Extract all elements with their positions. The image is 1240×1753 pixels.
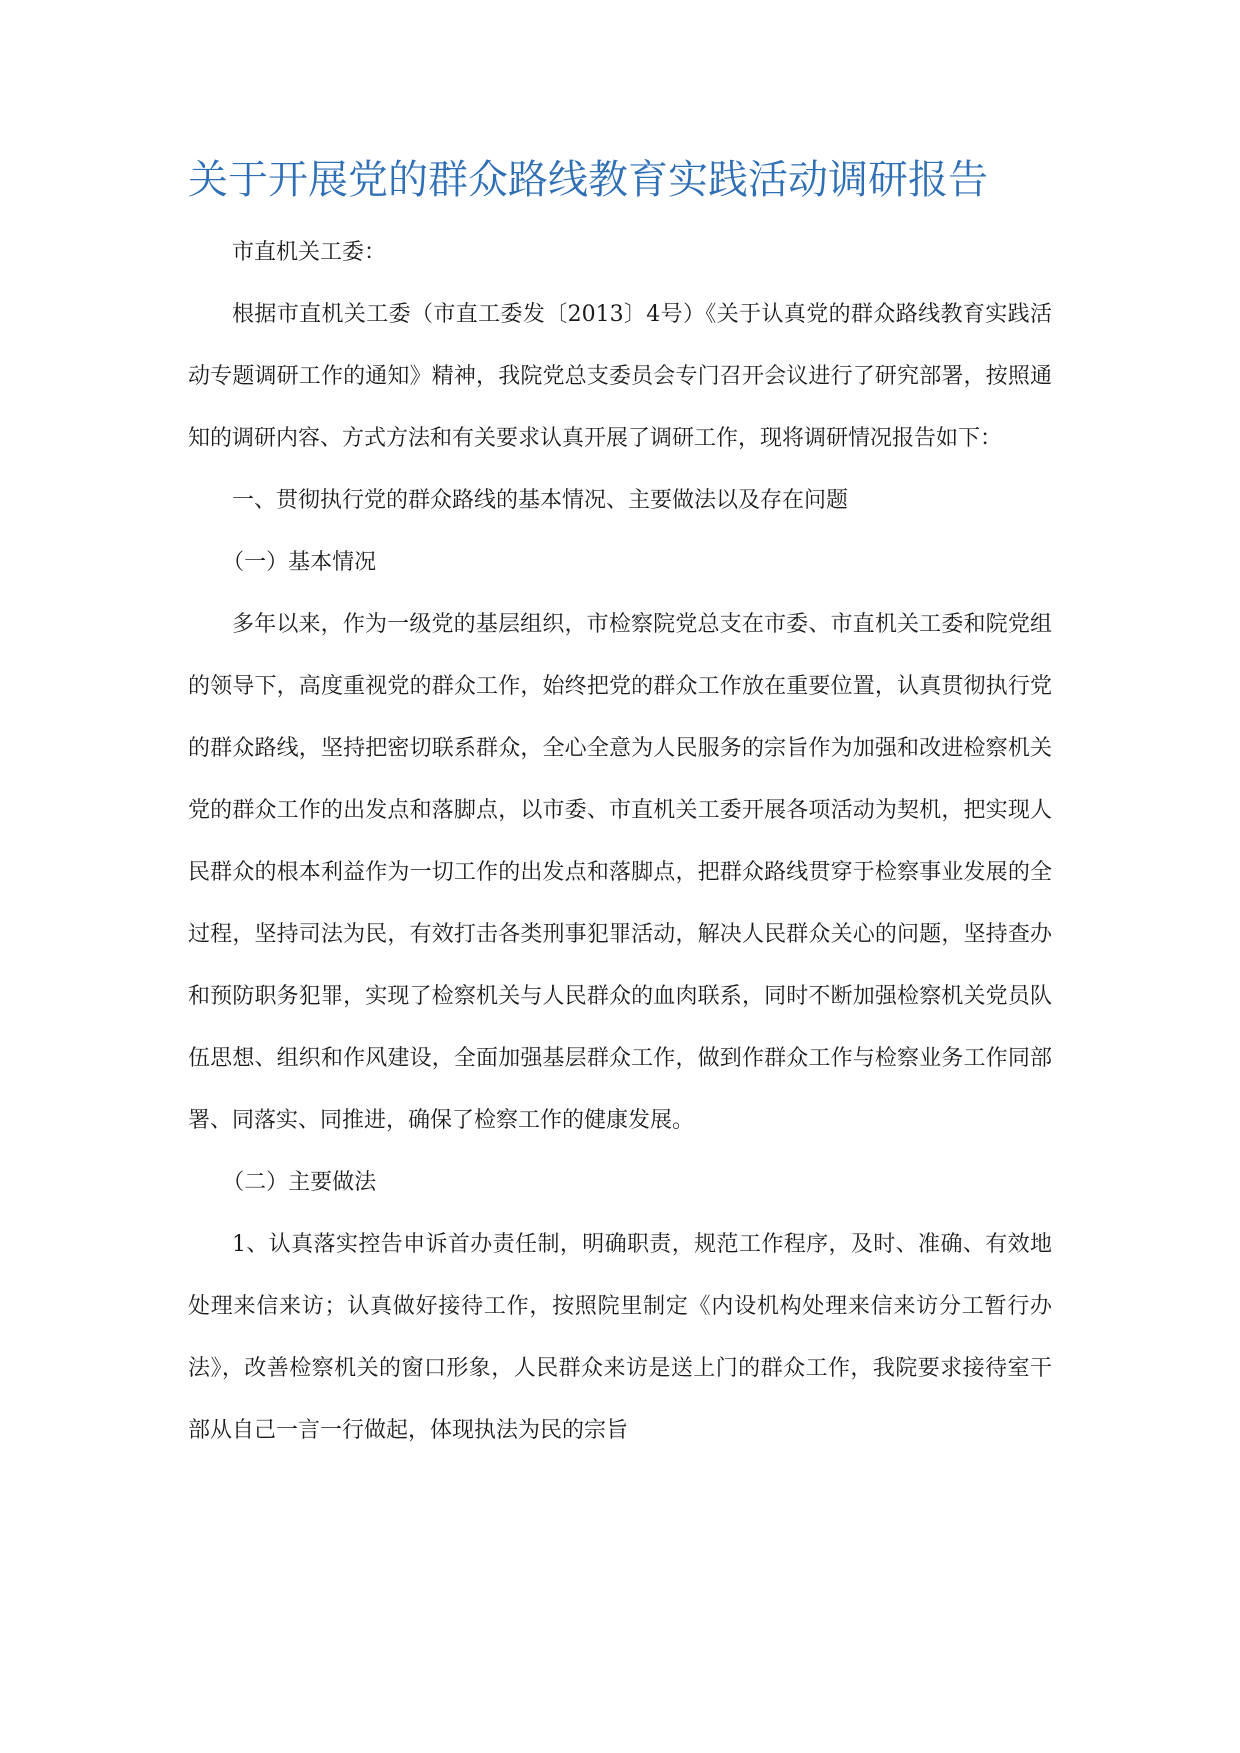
subsection-heading-basic: （一）基本情况 <box>222 550 377 575</box>
document-body <box>188 222 1052 1462</box>
practice-item-1: 1、认真落实控告申诉首办责任制，明确职责，规范工作程序，及时、准确、有效地处理来信来访；认真做好接待工作，按照院里制定《内设机构处理来信来访分工暂行办法》，改善检察机关的窗口形象，人民群众来访是送上门的群众工作，我院要求接待室干部从自己一言一行做起，体现执法为民的宗旨 <box>188 1232 1052 1443</box>
intro-paragraph: 根据市直机关工委（市直工委发〔2013〕4号）《关于认真党的群众路线教育实践活动专题调研工作的通知》精神，我院党总支委员会专门召开会议进行了研究部署，按照通知的调研内容、方式方法和有关要求认真开展了调研工作，现将调研情况报告如下： <box>188 302 1052 451</box>
subsection-heading-practices: （二）主要做法 <box>222 1170 377 1195</box>
section-heading: 一、贯彻执行党的群众路线的基本情况、主要做法以及存在问题 <box>232 488 849 513</box>
document-title: 关于开展党的群众路线教育实践活动调研报告 <box>188 157 988 203</box>
basic-situation-paragraph: 多年以来，作为一级党的基层组织，市检察院党总支在市委、市直机关工委和院党组的领导下，高度重视党的群众工作，始终把党的群众工作放在重要位置，认真贯彻执行党的群众路线，坚持把密切联系群众，全心全意为人民服务的宗旨作为加强和改进检察机关党的群众工作的出发点和落脚点，以市委、市直机关工委开展各项活动为契机，把实现人民群众的根本利益作为一切工作的出发点和落脚点，把群众路线贯穿于检察事业发展的全过程，坚持司法为民，有效打击各类刑事犯罪活动，解决人民群众关心的问题，坚持查办和预防职务犯罪，实现了检察机关与人民群众的血肉联系，同时不断加强检察机关党员队伍思想、组织和作风建设，全面加强基层群众工作，做到作群众工作与检察业务工作同部署、同落实、同推进，确保了检察工作的健康发展。 <box>188 612 1052 1133</box>
addressee: 市直机关工委： <box>232 240 387 265</box>
